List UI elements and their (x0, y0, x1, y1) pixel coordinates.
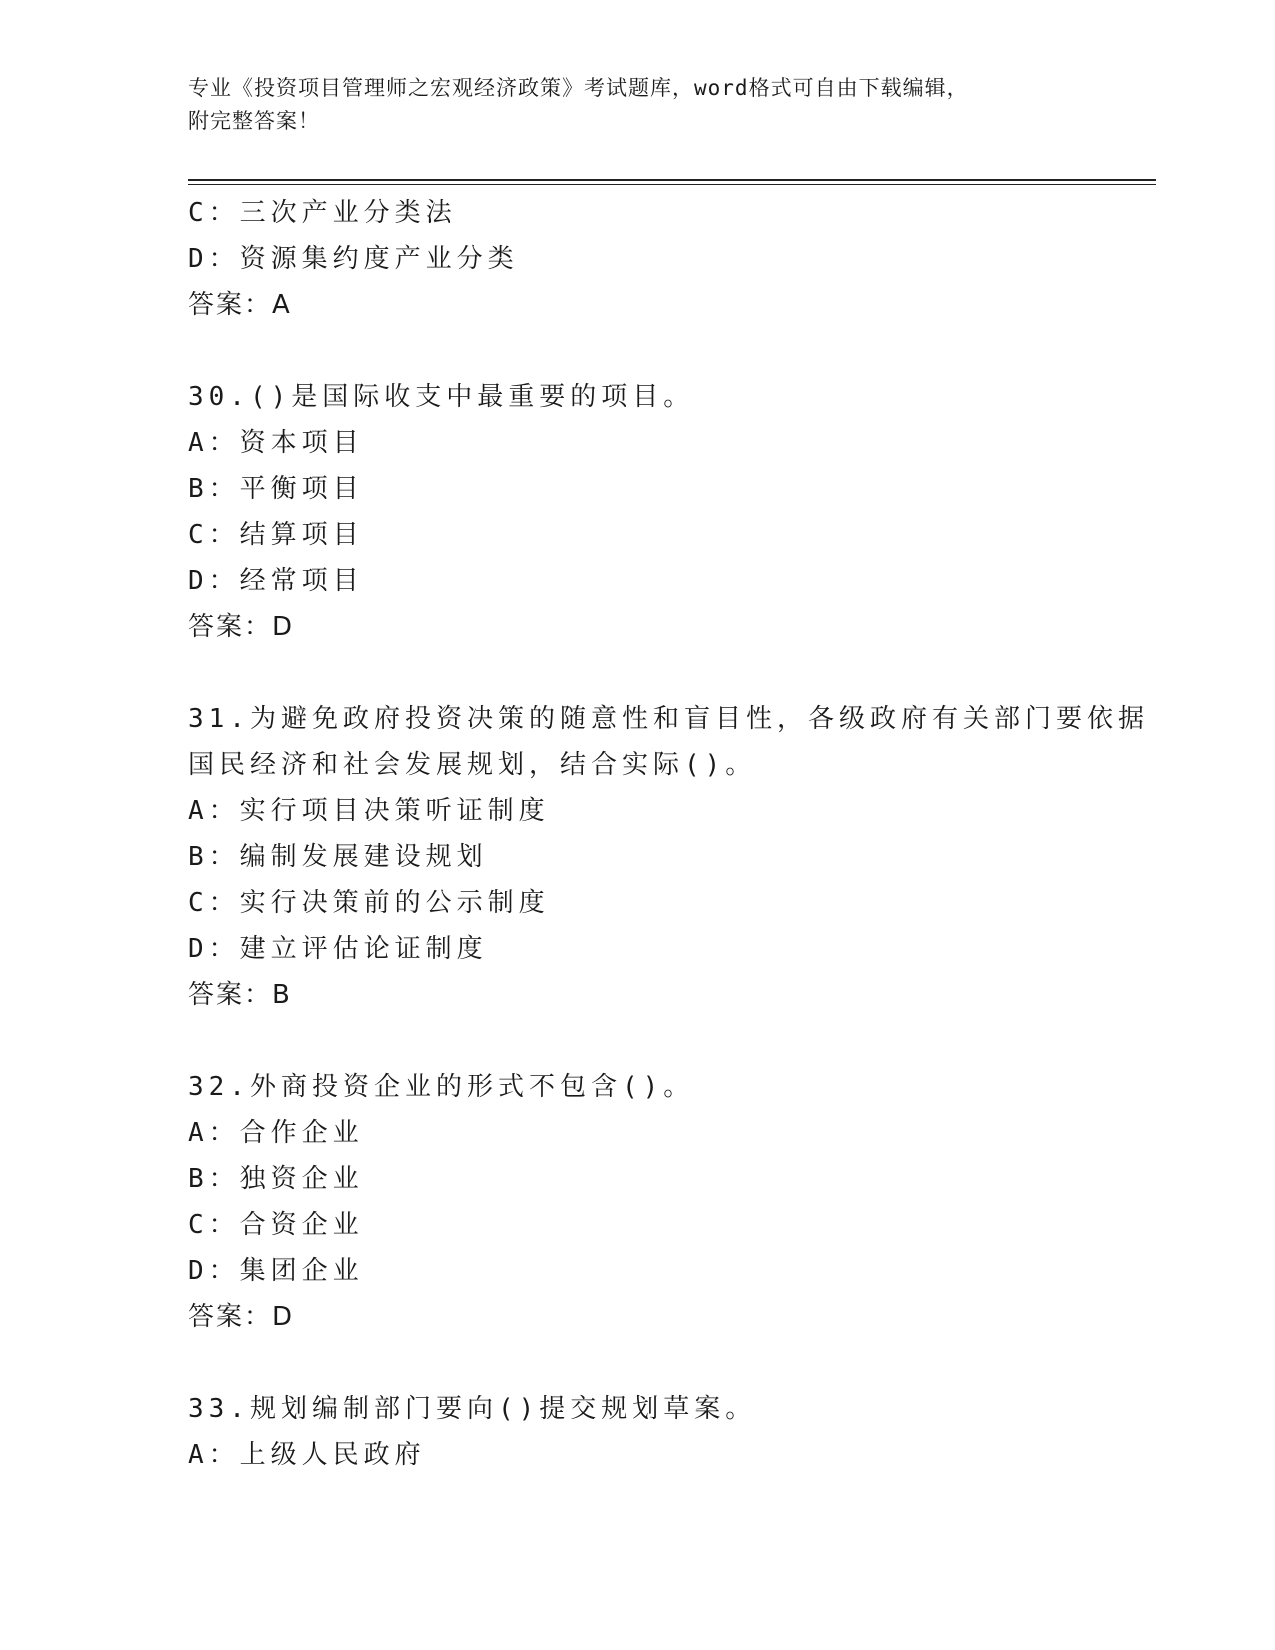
option-d: D：经常项目 (188, 566, 364, 596)
option-b: B：独资企业 (188, 1164, 364, 1194)
header-divider-thick (188, 179, 1156, 181)
question-30 (188, 374, 1128, 650)
header-line-1: 专业《投资项目管理师之宏观经济政策》考试题库，word格式可自由下载编辑， (188, 76, 969, 100)
option-c: C：结算项目 (188, 520, 364, 550)
option-a: A：资本项目 (188, 428, 364, 458)
question-spacer (188, 650, 1128, 696)
question-stem-continued: 国民经济和社会发展规划，结合实际()。 (188, 750, 757, 780)
question-stem: 31.为避免政府投资决策的随意性和盲目性，各级政府有关部门要依据 (188, 704, 1149, 734)
question-stem: 33.规划编制部门要向()提交规划草案。 (188, 1394, 757, 1424)
document-header (188, 72, 1068, 138)
option-b: B：编制发展建设规划 (188, 842, 488, 872)
answer-line: 答案：B (188, 980, 292, 1010)
option-a: A：合作企业 (188, 1118, 364, 1148)
question-list (188, 190, 1149, 1478)
option-d: D：集团企业 (188, 1256, 364, 1286)
question-33 (188, 1386, 1128, 1478)
option-a: A：上级人民政府 (188, 1440, 426, 1470)
option-a: A：实行项目决策听证制度 (188, 796, 550, 826)
question-31 (188, 696, 1149, 1018)
option-c: C：实行决策前的公示制度 (188, 888, 550, 918)
option-d: D：资源集约度产业分类 (188, 244, 519, 274)
option-d: D：建立评估论证制度 (188, 934, 488, 964)
header-divider-thin (188, 184, 1156, 185)
question-spacer (188, 328, 1128, 374)
question-stem: 30.()是国际收支中最重要的项目。 (188, 382, 695, 412)
question-spacer (188, 1018, 1128, 1064)
question-stem: 32.外商投资企业的形式不包含()。 (188, 1072, 695, 1102)
option-b: B：平衡项目 (188, 474, 364, 504)
answer-line: 答案：D (188, 612, 295, 642)
option-c: C：合资企业 (188, 1210, 364, 1240)
answer-line: 答案：D (188, 1302, 295, 1332)
answer-line: 答案：A (188, 290, 292, 320)
question-32 (188, 1064, 1128, 1340)
option-c: C：三次产业分类法 (188, 198, 457, 228)
question-29-continued (188, 190, 1128, 328)
question-spacer (188, 1340, 1128, 1386)
header-line-2: 附完整答案！ (188, 109, 320, 133)
